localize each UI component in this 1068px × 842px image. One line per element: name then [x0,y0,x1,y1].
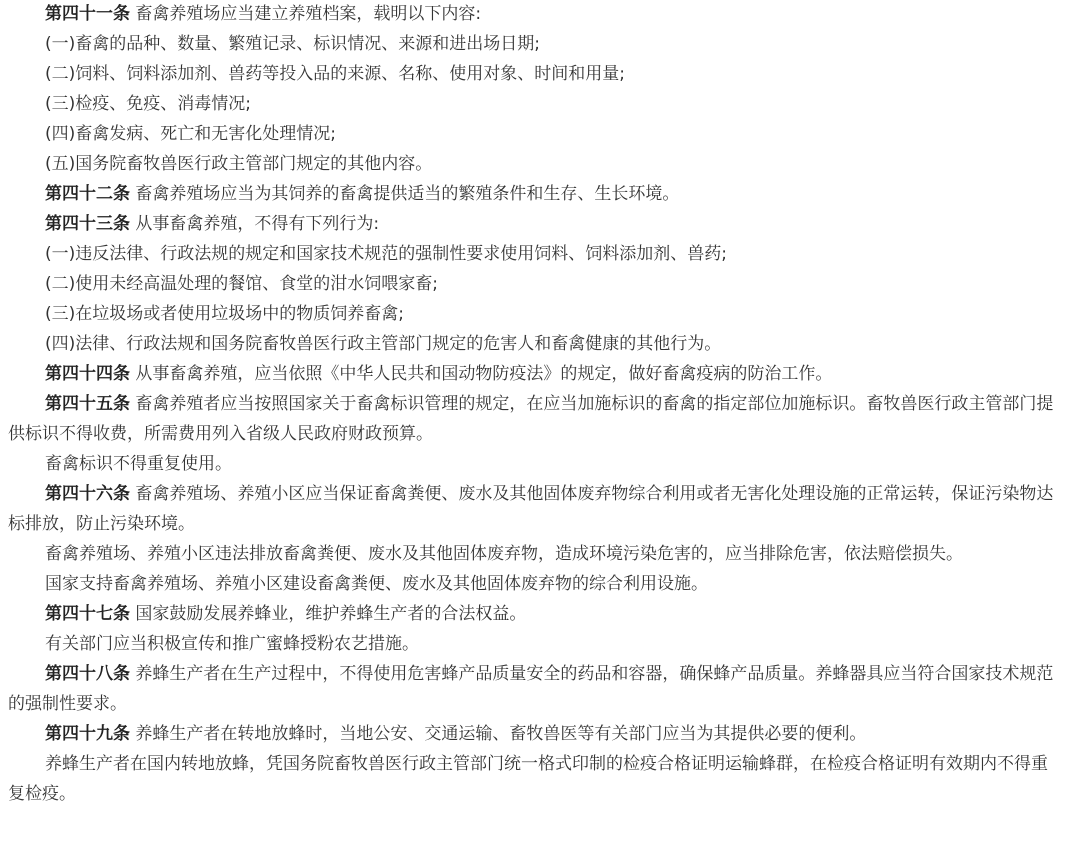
paragraph-text: 从事畜禽养殖，应当依照《中华人民共和国动物防疫法》的规定，做好畜禽疫病的防治工作。 [130,364,833,384]
paragraph [8,149,1060,179]
paragraph [8,569,1060,599]
article-number: 第四十九条 [45,724,130,744]
paragraph-text: (一)违反法律、行政法规的规定和国家技术规范的强制性要求使用饲料、饲料添加剂、兽药; [45,244,727,264]
paragraph-text: 畜禽养殖场应当建立养殖档案，载明以下内容: [130,4,482,24]
paragraph [8,239,1060,269]
paragraph-text: 畜禽养殖场、养殖小区违法排放畜禽粪便、废水及其他固体废弃物，造成环境污染危害的，应当排除危害，依法赔偿损失。 [45,544,963,564]
paragraph-text: 国家鼓励发展养蜂业，维护养蜂生产者的合法权益。 [130,604,527,624]
paragraph [8,329,1060,359]
paragraph-text: (二)饲料、饲料添加剂、兽药等投入品的来源、名称、使用对象、时间和用量; [45,64,625,84]
paragraph [8,29,1060,59]
article-number: 第四十二条 [45,184,130,204]
article-number: 第四十七条 [45,604,130,624]
article-number: 第四十三条 [45,214,130,234]
paragraph-text: 养蜂生产者在生产过程中，不得使用危害蜂产品质量安全的药品和容器，确保蜂产品质量。养蜂器具应当符合国家技术规范的强制性要求。 [8,664,1054,714]
paragraph-text: 畜禽标识不得重复使用。 [45,454,232,474]
paragraph-text: 养蜂生产者在转地放蜂时，当地公安、交通运输、畜牧兽医等有关部门应当为其提供必要的便利。 [130,724,867,744]
paragraph [8,359,1060,389]
article-number: 第四十六条 [45,484,130,504]
paragraph-text: (四)畜禽发病、死亡和无害化处理情况; [45,124,336,144]
paragraph-text: (三)在垃圾场或者使用垃圾场中的物质饲养畜禽; [45,304,404,324]
paragraph [8,719,1060,749]
paragraph [8,539,1060,569]
paragraph [8,449,1060,479]
article-number: 第四十四条 [45,364,130,384]
paragraph-text: 国家支持畜禽养殖场、养殖小区建设畜禽粪便、废水及其他固体废弃物的综合利用设施。 [45,574,708,594]
article-number: 第四十五条 [45,394,130,414]
paragraph [8,209,1060,239]
paragraph-text: (二)使用未经高温处理的餐馆、食堂的泔水饲喂家畜; [45,274,438,294]
paragraph-text: (五)国务院畜牧兽医行政主管部门规定的其他内容。 [45,154,433,174]
paragraph [8,599,1060,629]
paragraph-text: (四)法律、行政法规和国务院畜牧兽医行政主管部门规定的危害人和畜禽健康的其他行为。 [45,334,722,354]
paragraph [8,299,1060,329]
paragraph-text: 从事畜禽养殖，不得有下列行为: [130,214,380,234]
paragraph-text: 畜禽养殖场应当为其饲养的畜禽提供适当的繁殖条件和生存、生长环境。 [130,184,680,204]
paragraph-text: 畜禽养殖者应当按照国家关于畜禽标识管理的规定，在应当加施标识的畜禽的指定部位加施标识。畜牧兽医行政主管部门提供标识不得收费，所需费用列入省级人民政府财政预算。 [8,394,1054,444]
article-number: 第四十一条 [45,4,130,24]
paragraph-text: 畜禽养殖场、养殖小区应当保证畜禽粪便、废水及其他固体废弃物综合利用或者无害化处理设施的正常运转，保证污染物达标排放，防止污染环境。 [8,484,1054,534]
article-number: 第四十八条 [45,664,130,684]
paragraph-text: 有关部门应当积极宣传和推广蜜蜂授粉农艺措施。 [45,634,419,654]
paragraph [8,179,1060,209]
paragraph [8,0,1060,29]
paragraph [8,89,1060,119]
paragraph [8,389,1060,449]
paragraph-text: (一)畜禽的品种、数量、繁殖记录、标识情况、来源和进出场日期; [45,34,540,54]
paragraph [8,629,1060,659]
paragraph [8,479,1060,539]
paragraph [8,749,1060,809]
paragraph [8,269,1060,299]
paragraph [8,659,1060,719]
paragraph [8,59,1060,89]
paragraph [8,119,1060,149]
paragraph-text: 养蜂生产者在国内转地放蜂，凭国务院畜牧兽医行政主管部门统一格式印制的检疫合格证明运输蜂群，在检疫合格证明有效期内不得重复检疫。 [8,754,1048,804]
paragraph-text: (三)检疫、免疫、消毒情况; [45,94,251,114]
